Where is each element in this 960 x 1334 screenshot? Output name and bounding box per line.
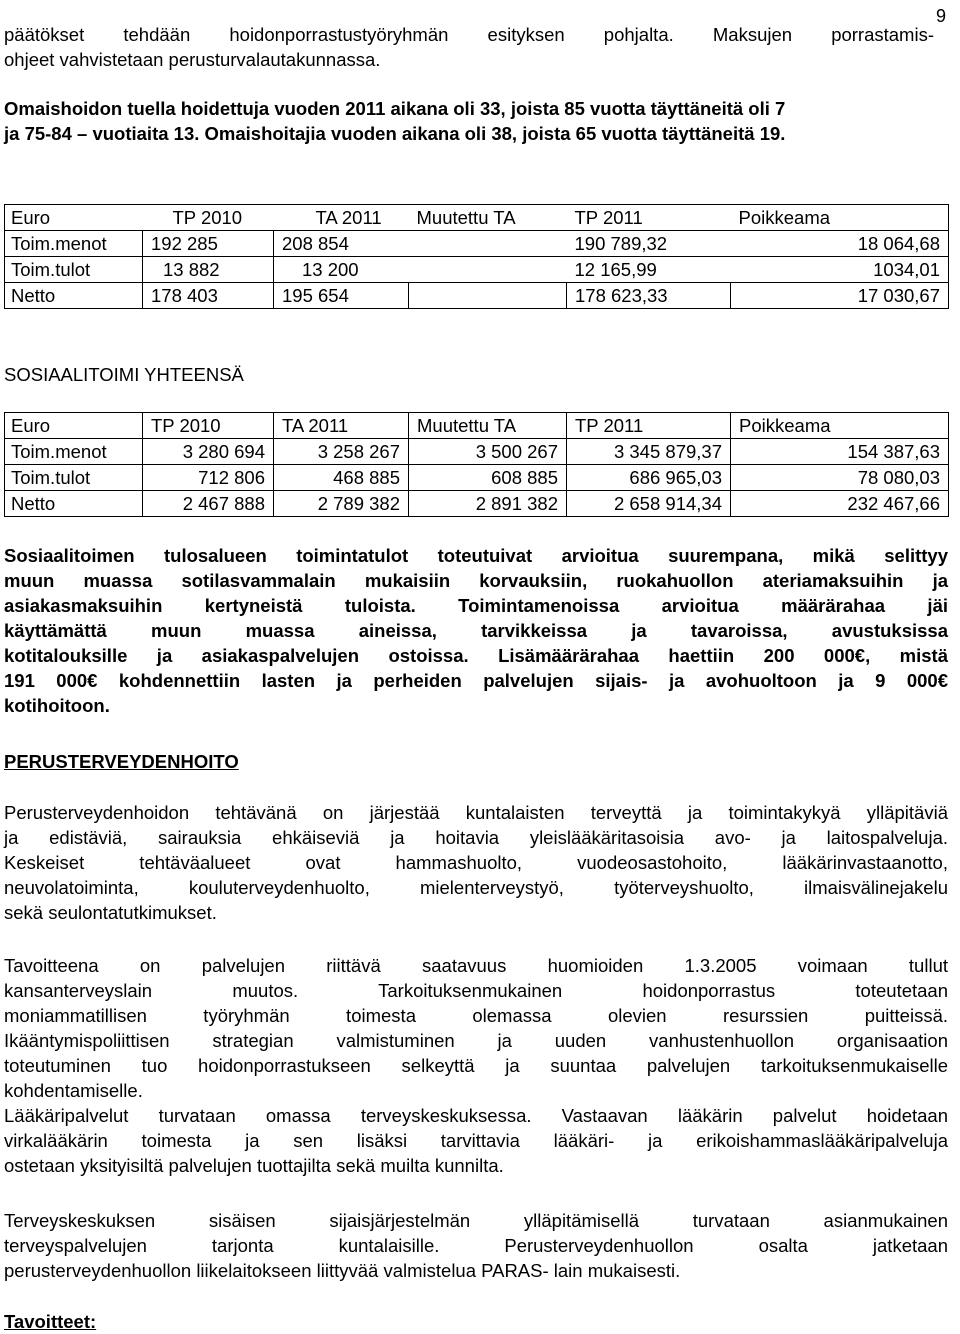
paragraph-line: sekä seulontatutkimukset. xyxy=(4,902,217,923)
paragraph-line: toteutuminen tuo hoidonporrastukseen selkeyttä ja suuntaa palvelujen tarkoituksenmukaiselle xyxy=(4,1055,948,1076)
table-cell: 13 882 xyxy=(143,257,274,283)
table-cell: 195 654 xyxy=(274,283,409,309)
paragraph-line: Lääkäripalvelut turvataan omassa terveyskeskuksessa. Vastaavan lääkärin palvelut hoidetaan xyxy=(4,1105,948,1126)
table-header-cell: TP 2011 xyxy=(567,413,731,439)
table-cell xyxy=(409,283,567,309)
omaishoito-line-2: ja 75-84 – vuotiaita 13. Omaishoitajia vuoden aikana oli 38, joista 65 vuotta täyttäneitä 19. xyxy=(4,123,786,144)
intro-line-1: päätökset tehdään hoidonporrastustyöryhmän esityksen pohjalta. Maksujen porrastamis- xyxy=(4,24,934,45)
paragraph-line: Terveyskeskuksen sisäisen sijaisjärjestelmän ylläpitämisellä turvataan asianmukainen xyxy=(4,1210,948,1231)
paragraph-line: Keskeiset tehtäväalueet ovat hammashuolto, vuodeosastohoito, lääkärinvastaanotto, xyxy=(4,852,948,873)
table-cell: 2 891 382 xyxy=(409,491,567,517)
table-cell: 3 500 267 xyxy=(409,439,567,465)
omaishoito-paragraph xyxy=(4,96,948,146)
table-header-cell: Muutettu TA xyxy=(409,205,567,231)
table-header-cell: Muutettu TA xyxy=(409,413,567,439)
table-row xyxy=(5,439,949,465)
heading-tavoitteet: Tavoitteet: xyxy=(4,1311,97,1332)
intro-line-2: ohjeet vahvistetaan perusturvalautakunnassa. xyxy=(4,49,381,70)
table-cell: 2 467 888 xyxy=(143,491,274,517)
table-header-cell: TP 2010 xyxy=(143,205,274,231)
table-header-cell: TP 2010 xyxy=(143,413,274,439)
paragraph-line: moniammatillisen työryhmän toimesta olemassa olevien resurssien puitteissä. xyxy=(4,1005,948,1026)
table-cell: 154 387,63 xyxy=(731,439,949,465)
table-header-cell: TA 2011 xyxy=(274,413,409,439)
table-row xyxy=(5,257,949,283)
table-cell: 232 467,66 xyxy=(731,491,949,517)
table-cell: 3 258 267 xyxy=(274,439,409,465)
table-header-cell: TA 2011 xyxy=(274,205,409,231)
table-cell: Netto xyxy=(11,493,56,514)
perusterveydenhoito-paragraph-2 xyxy=(4,953,948,1178)
table-header-cell: TP 2011 xyxy=(567,205,731,231)
omaishoito-table xyxy=(4,204,949,309)
heading-perusterveydenhoito: PERUSTERVEYDENHOITO xyxy=(4,751,239,772)
table-row xyxy=(5,491,949,517)
table-cell: 608 885 xyxy=(409,465,567,491)
paragraph-line: kohdentamiselle. xyxy=(4,1080,143,1101)
table-cell: 2 658 914,34 xyxy=(567,491,731,517)
table-header-cell: Euro xyxy=(5,413,143,439)
page-number: 9 xyxy=(935,6,946,26)
table-row xyxy=(5,283,949,309)
table-header-cell: Euro xyxy=(5,205,143,231)
table-cell: 13 200 xyxy=(274,257,409,283)
table-header-cell: Poikkeama xyxy=(731,205,949,231)
summary-line: kotitalouksille ja asiakaspalvelujen ostoissa. Lisämäärärahaa haettiin 200 000€, mistä xyxy=(4,645,948,666)
table-row xyxy=(5,465,949,491)
paragraph-line: ja edistäviä, sairauksia ehkäiseviä ja hoitavia yleislääkäritasoisia avo- ja laitospalveluja. xyxy=(4,827,948,848)
table-header-row xyxy=(5,205,949,231)
table-cell: 468 885 xyxy=(274,465,409,491)
table-cell: 2 789 382 xyxy=(274,491,409,517)
paragraph-line: terveyspalvelujen tarjonta kuntalaisille. Perusterveydenhuollon osalta jatketaan xyxy=(4,1235,948,1256)
paragraph-line: Ikääntymispoliittisen strategian valmistuminen ja uuden vanhustenhuollon organisaation xyxy=(4,1030,948,1051)
table-cell: 17 030,67 xyxy=(731,283,949,309)
paragraph-line: neuvolatoiminta, kouluterveydenhuolto, mielenterveystyö, työterveyshuolto, ilmaisvälinejakelu xyxy=(4,877,948,898)
table-cell: Netto xyxy=(11,285,56,306)
table-cell: 178 403 xyxy=(143,283,274,309)
table-cell xyxy=(409,231,567,257)
paragraph-line: virkalääkärin toimesta ja sen lisäksi tarvittavia lääkäri- ja erikoishammaslääkäripalveluja xyxy=(4,1130,948,1151)
table-cell: 178 623,33 xyxy=(567,283,731,309)
summary-line: muun muassa sotilasvammalain mukaisiin korvauksiin, ruokahuollon ateriamaksuihin ja xyxy=(4,570,948,591)
table-cell: 190 789,32 xyxy=(567,231,731,257)
table-cell: 78 080,03 xyxy=(731,465,949,491)
table-row xyxy=(5,231,949,257)
table-cell: Toim.menot xyxy=(5,439,143,465)
table-cell: 1034,01 xyxy=(731,257,949,283)
summary-line: 191 000€ kohdennettiin lasten ja perheiden palvelujen sijais- ja avohuoltoon ja 9 000€ xyxy=(4,670,948,691)
perusterveydenhoito-paragraph-3 xyxy=(4,1208,948,1283)
paragraph-line: perusterveydenhuollon liikelaitokseen liittyvää valmistelua PARAS- lain mukaisesti. xyxy=(4,1260,681,1281)
paragraph-line: kansanterveyslain muutos. Tarkoituksenmukainen hoidonporrastus toteutetaan xyxy=(4,980,948,1001)
intro-paragraph xyxy=(4,22,934,72)
table-cell xyxy=(409,257,567,283)
paragraph-line: Perusterveydenhoidon tehtävänä on järjestää kuntalaisten terveyttä ja toimintakykyä ylläpitäviä xyxy=(4,802,948,823)
summary-line: asiakasmaksuihin kertyneistä tuloista. Toimintamenoissa arvioitua määrärahaa jäi xyxy=(4,595,948,616)
table-cell: 3 345 879,37 xyxy=(567,439,731,465)
table-cell: Toim.tulot xyxy=(5,465,143,491)
sosiaalitoimi-summary xyxy=(4,543,948,718)
table-cell: Toim.menot xyxy=(5,231,143,257)
section-title-sosiaalitoimi: SOSIAALITOIMI YHTEENSÄ xyxy=(4,364,244,385)
table-cell: 3 280 694 xyxy=(143,439,274,465)
sosiaalitoimi-table xyxy=(4,412,949,517)
omaishoito-line-1: Omaishoidon tuella hoidettuja vuoden 2011 aikana oli 33, joista 85 vuotta täyttäneitä oli 7 xyxy=(4,98,786,119)
table-cell: Toim.tulot xyxy=(5,257,143,283)
summary-line: käyttämättä muun muassa aineissa, tarvikkeissa ja tavaroissa, avustuksissa xyxy=(4,620,948,641)
table-cell: 712 806 xyxy=(143,465,274,491)
paragraph-line: Tavoitteena on palvelujen riittävä saatavuus huomioiden 1.3.2005 voimaan tullut xyxy=(4,955,948,976)
paragraph-line: ostetaan yksityisiltä palvelujen tuottajilta sekä muilta kunnilta. xyxy=(4,1155,504,1176)
summary-line: Sosiaalitoimen tulosalueen toimintatulot toteutuivat arvioitua suurempana, mikä selittyy xyxy=(4,545,948,566)
table-cell: 18 064,68 xyxy=(731,231,949,257)
table-cell: 208 854 xyxy=(274,231,409,257)
table-cell: 192 285 xyxy=(143,231,274,257)
table-cell: 12 165,99 xyxy=(567,257,731,283)
table-cell: 686 965,03 xyxy=(567,465,731,491)
table-header-cell: Poikkeama xyxy=(731,413,949,439)
summary-line: kotihoitoon. xyxy=(4,695,110,716)
table-header-row xyxy=(5,413,949,439)
perusterveydenhoito-paragraph-1 xyxy=(4,800,948,925)
